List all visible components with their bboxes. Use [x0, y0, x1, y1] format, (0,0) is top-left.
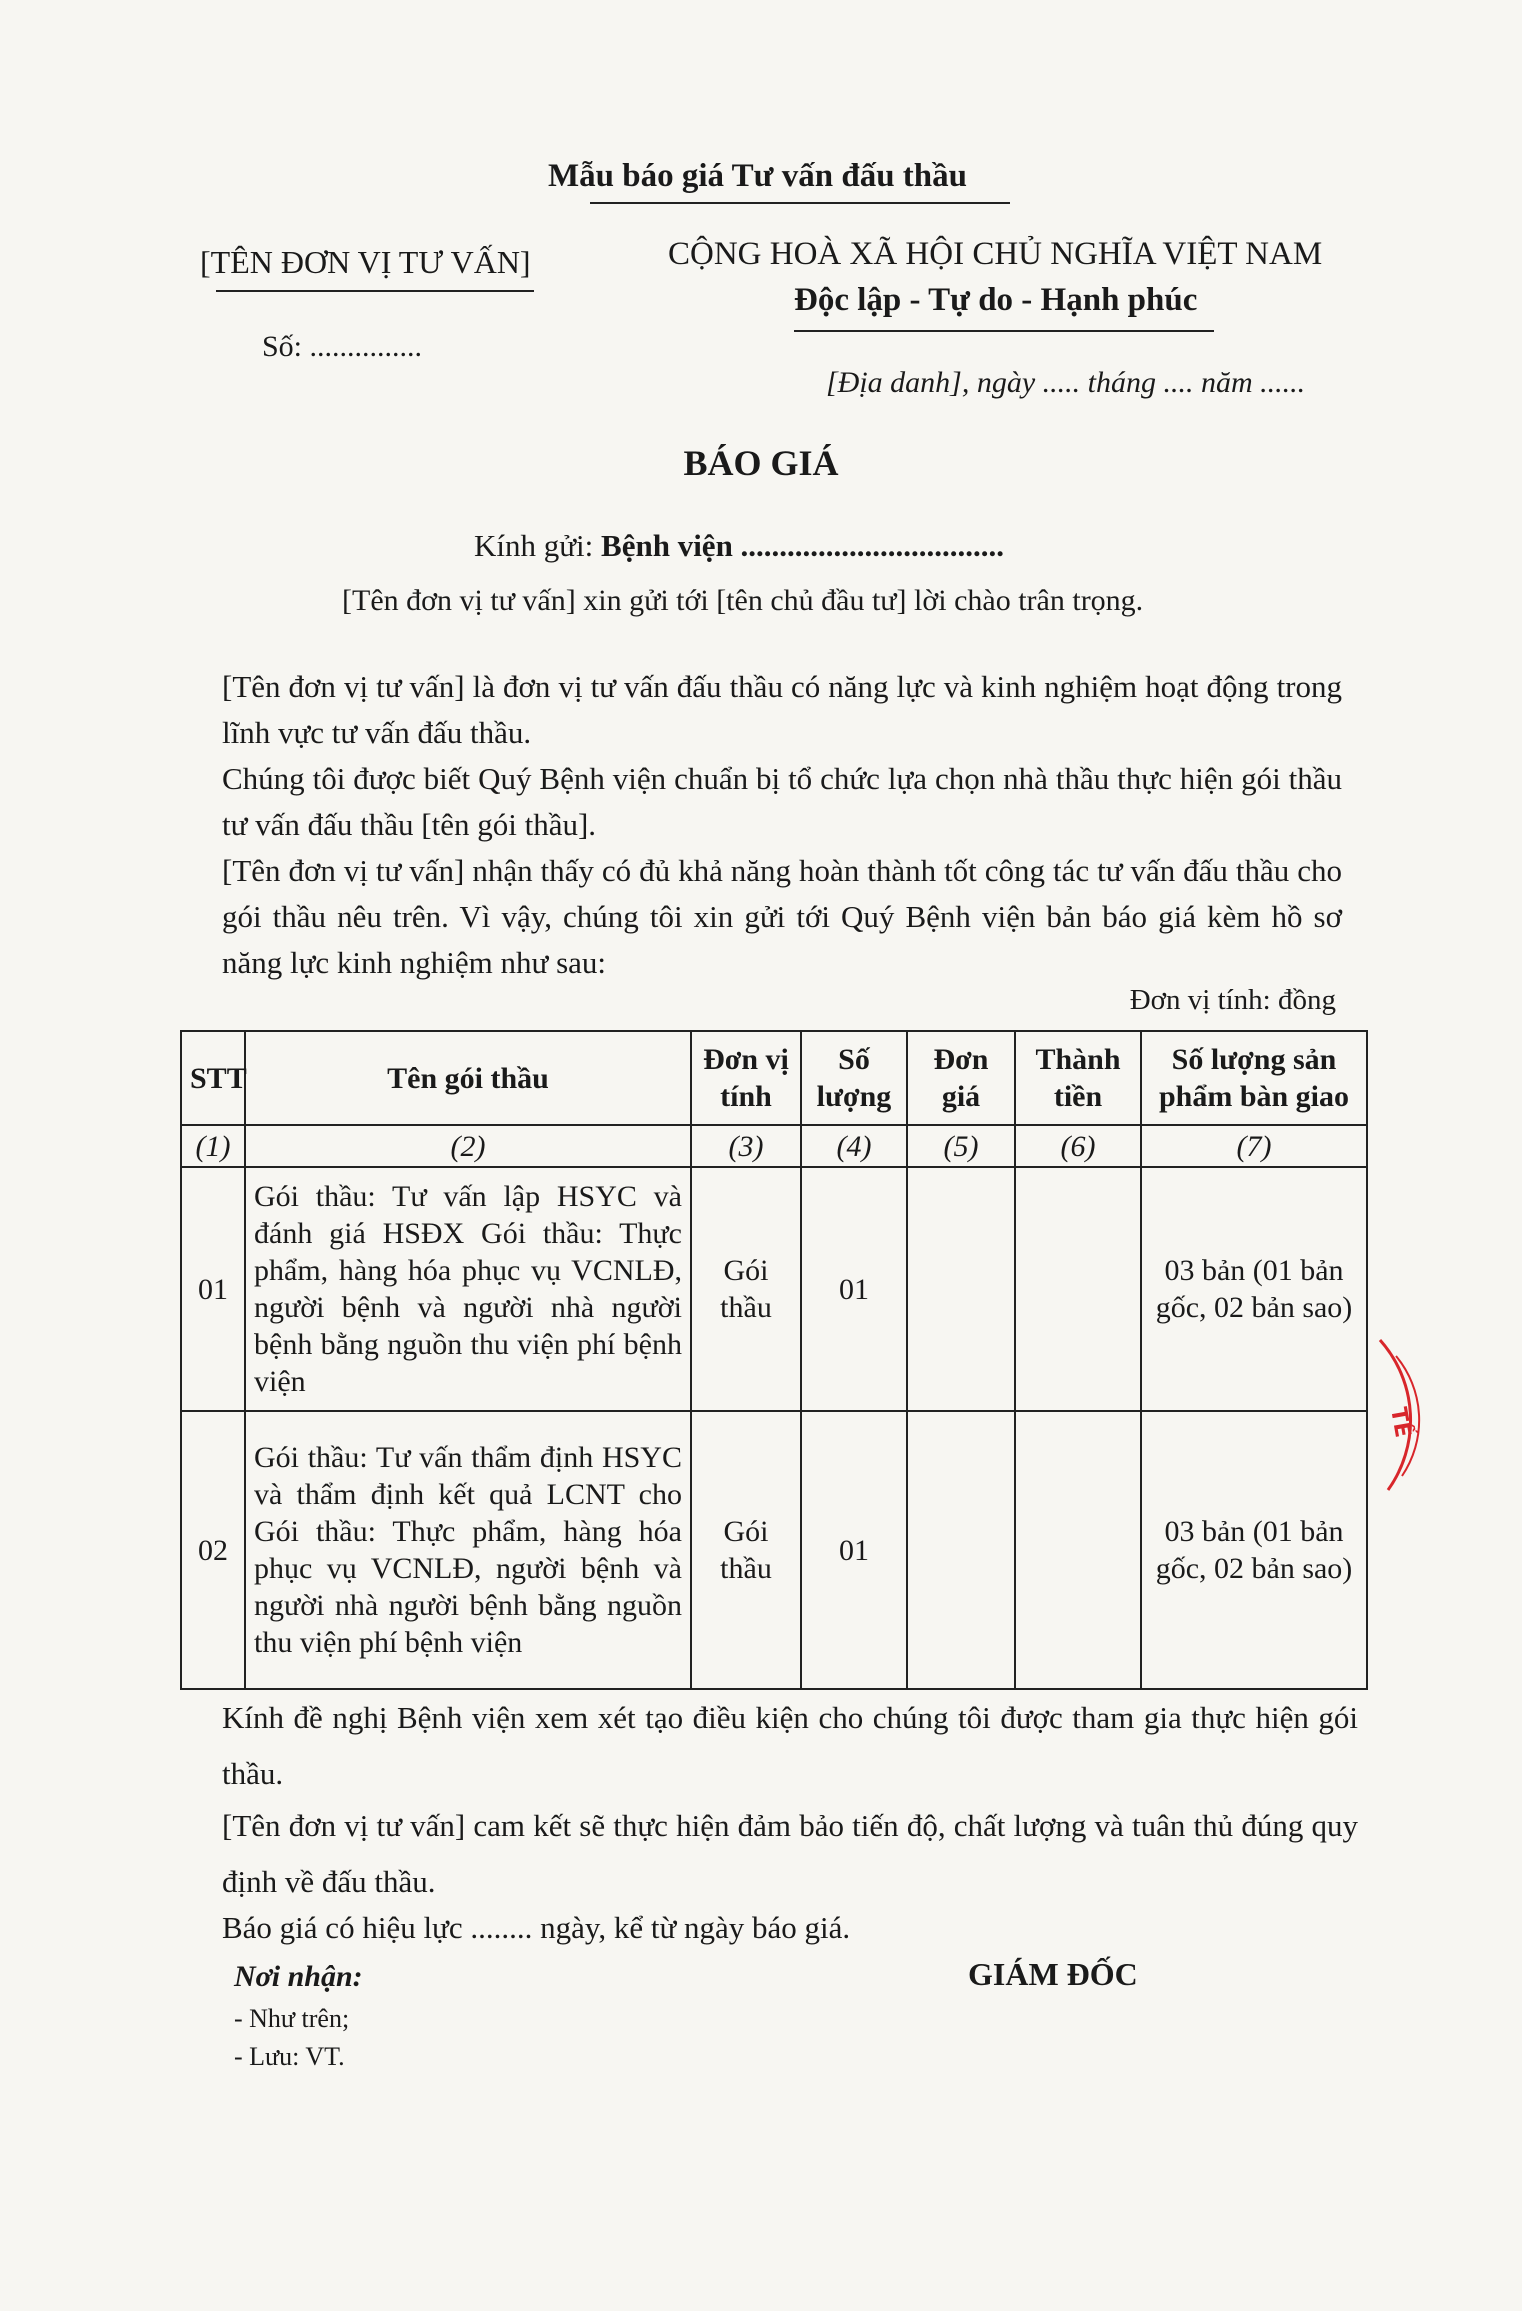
- closing-paragraph: [Tên đơn vị tư vấn] cam kết sẽ thực hiện đảm bảo tiến độ, chất lượng và tuân thủ đúng quy định về đấu thầu.: [222, 1808, 1358, 1899]
- cell-unit-price: [907, 1411, 1015, 1689]
- cell-total: [1015, 1411, 1141, 1689]
- recipient-item: - Lưu: VT.: [234, 2042, 345, 2071]
- place-and-date: [Địa danh], ngày ..... tháng .... năm ......: [826, 366, 1306, 399]
- col-header-unit: Đơn vị tính: [691, 1031, 801, 1125]
- cell-package-name: Gói thầu: Tư vấn thẩm định HSYC và thẩm định kết quả LCNT cho Gói thầu: Thực phẩm, hàng hóa phục vụ VCNLĐ, người bệnh và người nhà người bệnh bằng nguồn thu viện phí bệnh viện: [245, 1411, 691, 1689]
- index-cell: (3): [691, 1125, 801, 1167]
- quotation-table: [180, 1030, 1368, 1690]
- table-row: [181, 1167, 1367, 1411]
- intro-paragraph: [Tên đơn vị tư vấn] nhận thấy có đủ khả năng hoàn thành tốt công tác tư vấn đấu thầu cho gói thầu nêu trên. Vì vậy, chúng tôi xin gửi tới Quý Bệnh viện bản báo giá kèm hồ sơ năng lực kinh nghiệm như sau:: [222, 853, 1342, 980]
- cell-stt: 01: [181, 1167, 245, 1411]
- cell-unit: Gói thầu: [691, 1167, 801, 1411]
- cell-quantity: 01: [801, 1411, 907, 1689]
- org-name-underline: [216, 290, 534, 292]
- document-number: Số: ...............: [262, 330, 423, 363]
- col-header-package-name: Tên gói thầu: [245, 1031, 691, 1125]
- cell-deliverables: 03 bản (01 bản gốc, 02 bản sao): [1141, 1411, 1367, 1689]
- recipient-value: Bệnh viện ..................................: [601, 528, 1005, 563]
- cell-total: [1015, 1167, 1141, 1411]
- col-header-quantity: Số lượng: [801, 1031, 907, 1125]
- intro-paragraph: Chúng tôi được biết Quý Bệnh viện chuẩn bị tổ chức lựa chọn nhà thầu thực hiện gói thầu tư vấn đấu thầu [tên gói thầu].: [222, 761, 1342, 842]
- currency-unit-note: Đơn vị tính: đồng: [1129, 984, 1336, 1016]
- national-motto: Độc lập - Tự do - Hạnh phúc: [794, 282, 1198, 318]
- recipient-label: Kính gửi:: [474, 528, 602, 563]
- validity-statement: Báo giá có hiệu lực ........ ngày, kể từ ngày báo giá.: [222, 1910, 851, 1945]
- index-cell: (5): [907, 1125, 1015, 1167]
- index-cell: (4): [801, 1125, 907, 1167]
- cell-package-name: Gói thầu: Tư vấn lập HSYC và đánh giá HSĐX Gói thầu: Thực phẩm, hàng hóa phục vụ VCNLĐ, người bệnh và người nhà người bệnh bằng nguồn thu viện phí bệnh viện: [245, 1167, 691, 1411]
- motto-underline: [794, 330, 1214, 332]
- index-cell: (2): [245, 1125, 691, 1167]
- cell-unit: Gói thầu: [691, 1411, 801, 1689]
- form-title: Mẫu báo giá Tư vấn đấu thầu: [548, 158, 967, 194]
- cell-deliverables: 03 bản (01 bản gốc, 02 bản sao): [1141, 1167, 1367, 1411]
- table-header-row: [181, 1031, 1367, 1125]
- red-seal-icon: [1366, 1290, 1516, 1510]
- col-header-stt: STT: [181, 1031, 245, 1125]
- index-cell: (6): [1015, 1125, 1141, 1167]
- cell-unit-price: [907, 1167, 1015, 1411]
- closing-paragraph: Kính đề nghị Bệnh viện xem xét tạo điều kiện cho chúng tôi được tham gia thực hiện gói thầu.: [222, 1700, 1358, 1791]
- table-index-row: [181, 1125, 1367, 1167]
- col-header-deliverables: Số lượng sản phẩm bàn giao: [1141, 1031, 1367, 1125]
- seal-text: TẾ: [1385, 1405, 1415, 1440]
- cell-quantity: 01: [801, 1167, 907, 1411]
- recipient-item: - Như trên;: [234, 2004, 350, 2033]
- document-title: BÁO GIÁ: [683, 443, 839, 483]
- signatory-title: GIÁM ĐỐC: [968, 1956, 1138, 1992]
- index-cell: (7): [1141, 1125, 1367, 1167]
- recipients-label: Nơi nhận:: [234, 1960, 363, 1993]
- national-title: CỘNG HOÀ XÃ HỘI CHỦ NGHĨA VIỆT NAM: [668, 236, 1323, 272]
- index-cell: (1): [181, 1125, 245, 1167]
- recipient-line: [474, 528, 1004, 564]
- cell-stt: 02: [181, 1411, 245, 1689]
- intro-paragraph: [Tên đơn vị tư vấn] là đơn vị tư vấn đấu thầu có năng lực và kinh nghiệm hoạt động trong lĩnh vực tư vấn đấu thầu.: [222, 669, 1342, 750]
- consultant-org-name: [TÊN ĐƠN VỊ TƯ VẤN]: [200, 244, 531, 280]
- greeting: [Tên đơn vị tư vấn] xin gửi tới [tên chủ đầu tư] lời chào trân trọng.: [342, 584, 1144, 617]
- table-row: [181, 1411, 1367, 1689]
- col-header-unit-price: Đơn giá: [907, 1031, 1015, 1125]
- form-title-underline: [590, 202, 1010, 204]
- col-header-total: Thành tiền: [1015, 1031, 1141, 1125]
